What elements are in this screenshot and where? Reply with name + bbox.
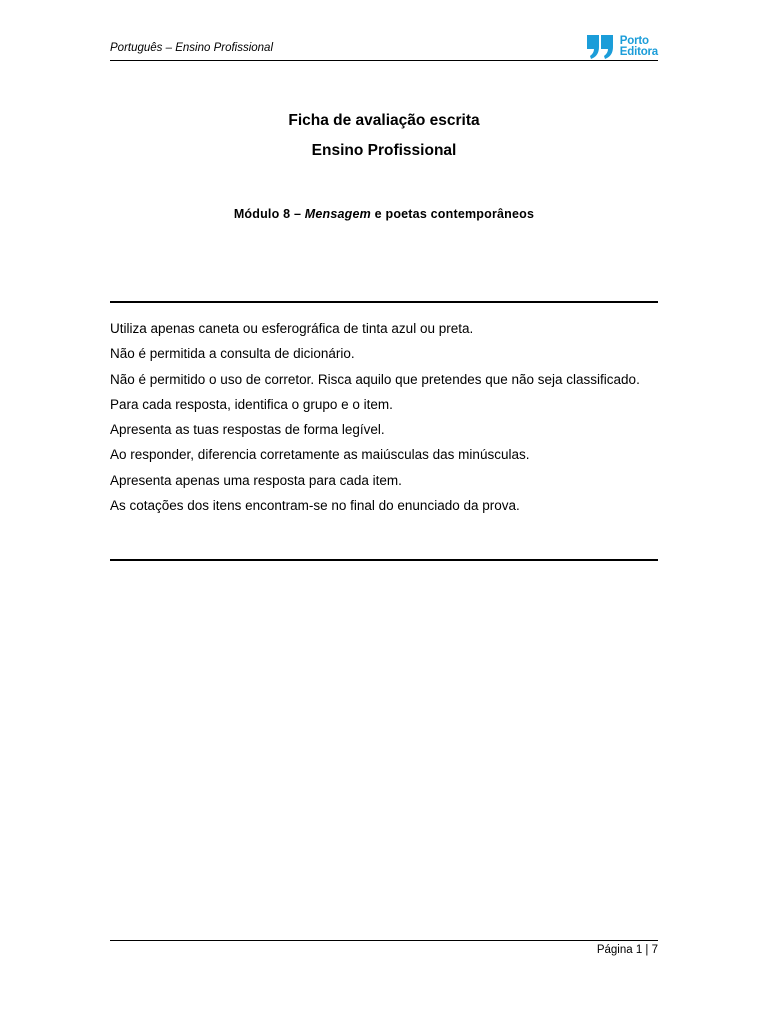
- module-suffix: e poetas contemporâneos: [370, 207, 535, 221]
- module-heading: [110, 207, 658, 221]
- page-number: Página 1 | 7: [596, 944, 658, 956]
- instruction-item: As cotações dos itens encontram-se no final do enunciado da prova.: [110, 498, 520, 514]
- page-footer: [110, 940, 658, 956]
- page-header: [110, 36, 658, 61]
- instruction-item: Ao responder, diferencia corretamente as maiúsculas das minúsculas.: [110, 447, 530, 463]
- instruction-item: Apresenta as tuas respostas de forma legível.: [110, 422, 385, 438]
- instructions-list: [110, 316, 658, 518]
- logo-line2: Editora: [619, 46, 658, 58]
- instruction-item: Apresenta apenas uma resposta para cada item.: [110, 472, 402, 488]
- document-title: Ficha de avaliação escrita: [288, 112, 480, 129]
- instruction-item: Não é permitido o uso de corretor. Risca aquilo que pretendes que não seja classificado.: [110, 371, 640, 387]
- logo-text: [620, 36, 658, 58]
- document-subtitle: Ensino Profissional: [311, 142, 457, 159]
- top-divider: [110, 301, 658, 303]
- porto-editora-logo: [586, 34, 658, 60]
- instruction-item: Não é permitida a consulta de dicionário.: [110, 346, 355, 362]
- instruction-item: Para cada resposta, identifica o grupo e o item.: [110, 396, 393, 412]
- module-emphasis: Mensagem: [304, 207, 371, 221]
- logo-mark-icon: [586, 35, 616, 59]
- header-subject: Português – Ensino Profissional: [110, 42, 274, 54]
- bottom-divider: [110, 559, 658, 561]
- instruction-item: Utiliza apenas caneta ou esferográfica de tinta azul ou preta.: [110, 321, 474, 336]
- logo-line1: Porto: [619, 35, 649, 47]
- module-prefix: Módulo 8 –: [233, 207, 305, 221]
